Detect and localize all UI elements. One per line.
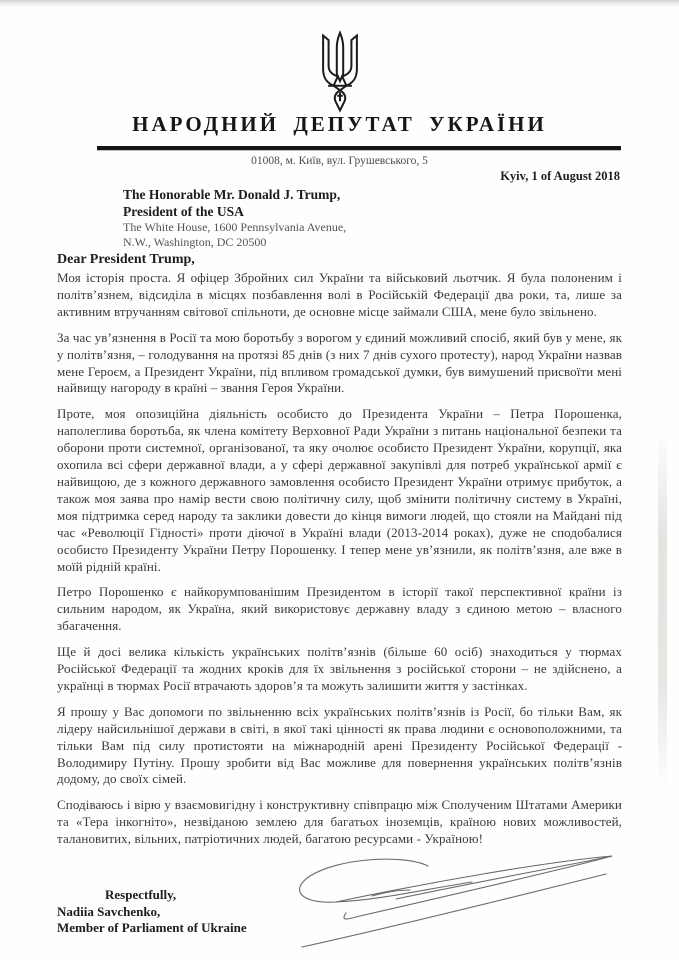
letterhead-divider <box>97 146 621 150</box>
signature-closing: Respectfully, <box>105 887 177 902</box>
scan-artifact-top <box>0 0 679 7</box>
signature-title: Member of Parliament of Ukraine <box>57 920 247 935</box>
letterhead-address: 01008, м. Київ, вул. Грушевського, 5 <box>251 155 428 167</box>
letter-body <box>57 270 622 857</box>
body-paragraph-7: Сподіваюсь і вірю у взаємовигідну і конструктивну співпрацю між Сполученим Штатами Америки та «Тера інкогніто», незвіданою землею для багатьох іноземців, країною нових можливостей, талановитих, вільних, патріотичних людей, багатою ресурсами - Україною! <box>57 797 622 847</box>
body-paragraph-6: Я прошу у Вас допомоги по звільненню всіх українських політв’язнів із Росії, бо тільки Вам, як лідеру найсильнішої держави в світі, в якої такі цінності як права людини є основоположними, та тільки Вам під силу протистояти на міжнародній арені Президенту Російської Федерації - Володимиру Путіну. Прошу зробити від Вас можливе для повернення українських політв’язнів додому, до своїх сімей. <box>57 703 622 787</box>
recipient-address-1: The White House, 1600 Pennsylvania Avenue, <box>123 220 347 234</box>
ukraine-trident-icon <box>0 30 679 114</box>
body-paragraph-2: За час ув’язнення в Росії та мою боротьбу з ворогом у єдиний можливий спосіб, який був у мене, як у політв’язня, – голодування на протязі 85 днів (з них 7 днів сухого протесту), народ України назвав мене Героєм, а Президент України, під впливом громадської думки, був вимушений присвоїти мені найвищу нагороду в країні – звання Героя України. <box>57 329 622 396</box>
recipient-block <box>123 186 453 249</box>
signature-block <box>57 887 247 937</box>
signature-name: Nadiia Savchenko, <box>57 903 161 919</box>
letterhead-title: НАРОДНИЙ ДЕПУТАТ УКРАЇНИ <box>132 112 547 136</box>
recipient-title: President of the USA <box>123 204 244 219</box>
letter-date: Kyiv, 1 of August 2018 <box>500 169 620 183</box>
body-paragraph-5: Ще й досі велика кількість українських політв’язнів (більше 60 осіб) знаходиться у тюрмах Російської Федерації та жодних кроків для їх звільнення з російської сторони – не здійснено, а українці в тюрмах Росії втрачають здоров’я та можуть залишити життя у застінках. <box>57 644 622 693</box>
body-paragraph-4: Петро Порошенко є найкорумпованішим Президентом в історії такої перспективної країни із сильним народом, як Україна, який використовує державну владу з єдиною метою – власного збагачення. <box>57 584 622 634</box>
salutation: Dear President Trump, <box>57 252 195 267</box>
scan-artifact-streak <box>658 430 667 790</box>
handwritten-signature-icon <box>276 852 652 956</box>
recipient-name: The Honorable Mr. Donald J. Trump, <box>123 187 341 202</box>
body-paragraph-3: Проте, моя опозиційна діяльність особисто до Президента України – Петра Порошенка, наполеглива боротьба, як члена комітету Верховної Ради України з питань національної безпеки та оборони проти системної, організованої, та яку очолює особисто Президент України, корупції, яка охопила всі сфери державної влади, а у сфері державної закупівлі для потреб української армії є найвищою, де з кожного державного замовлення особисто Президент України отримує прибуток, а також моя заява про намір вести свою політичну силу, щоб змінити політичну систему в Україні, моя підтримка серед народу та заклики довести до кінця вимоги людей, що стояли на Майдані під час «Революції Гідності» проти діючої в Україні влади (2013-2014 роках), дуже не сподобалися особисто Президенту України Петру Порошенку. І тепер мене ув’язнили, як політв’язня, але вже в моїй рідній країні. <box>57 406 622 574</box>
recipient-address-2: N.W., Washington, DC 20500 <box>123 234 267 249</box>
body-paragraph-1: Моя історія проста. Я офіцер Збройних сил України та військовий льотчик. Я була полоненим і політв’язнем, відсиділа в місцях позбавлення волі в Російській Федерації два роки, та, лише за активним втручанням світової спільноти, де основне місце займали США, мене було звільнено. <box>57 270 622 319</box>
